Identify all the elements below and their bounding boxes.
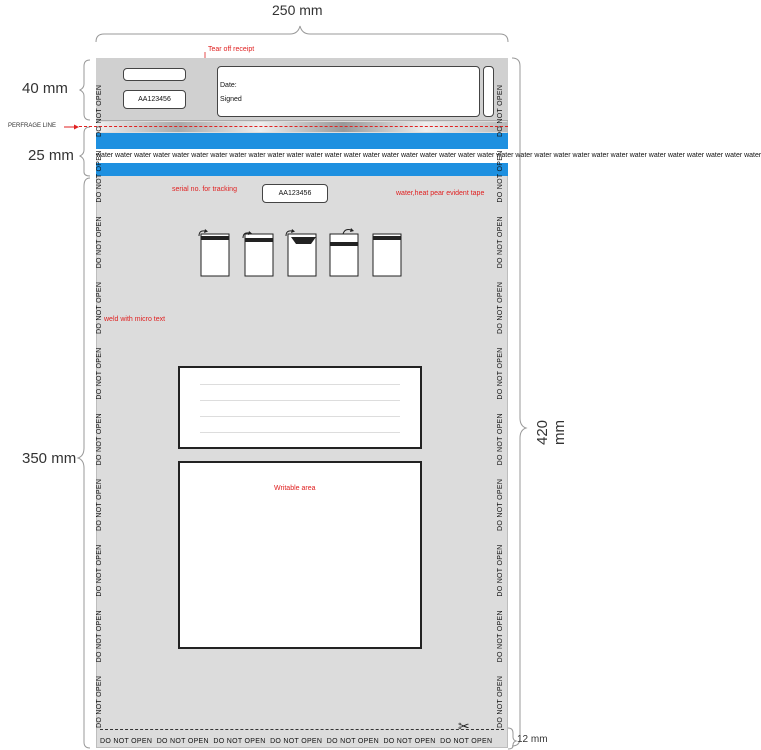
perforation-line — [79, 126, 508, 127]
weld-bottom: DO NOT OPEN DO NOT OPEN DO NOT OPEN DO NOT OPEN DO NOT OPEN DO NOT OPEN DO NOT OPEN — [100, 738, 493, 745]
perforation-strip — [96, 122, 508, 132]
address-line-4 — [200, 432, 400, 433]
serial-tag: AA123456 — [262, 184, 328, 203]
receipt-sign-box — [217, 66, 480, 117]
scissors-icon: ✂ — [458, 718, 470, 734]
open-step-1-icon — [199, 229, 229, 276]
address-line-2 — [200, 400, 400, 401]
serial-annotation: serial no. for tracking — [172, 186, 237, 193]
receipt-side-tab — [483, 66, 494, 117]
receipt-signed-label: Signed — [220, 96, 242, 103]
lined-address-box — [178, 366, 422, 449]
perforation-annotation: PERFRAGE LINE — [8, 123, 57, 129]
writable-annotation: Writable area — [274, 485, 316, 492]
dim-bottom-label: 12 mm — [517, 734, 548, 745]
weld-left: DO NOT OPEN DO NOT OPEN DO NOT OPEN DO NOT OPEN DO NOT OPEN DO NOT OPEN DO NOT OPEN DO NOT OPEN DO NOT OPEN DO NOT OPEN — [96, 84, 103, 728]
open-step-3-icon — [286, 229, 316, 276]
tear-off-annotation: Tear off receipt — [208, 46, 255, 53]
open-step-4-icon — [330, 228, 358, 276]
bottom-cut-line — [100, 729, 504, 730]
dim-width-label: 250 mm — [272, 2, 323, 18]
tape-blue-top — [96, 133, 508, 149]
receipt-serial: AA123456 — [123, 90, 186, 109]
tape-water-text: water water water water water water water water water water water water water water water water water water water water water water water water water water water water water water water water water water water — [96, 149, 508, 163]
receipt-blank-field — [123, 68, 186, 81]
dim-main-label: 350 mm — [22, 450, 77, 467]
tape-annotation: water,heat pear evident tape — [396, 190, 485, 197]
open-step-2-icon — [243, 231, 273, 276]
address-line-1 — [200, 384, 400, 385]
receipt-date-label: Date: — [220, 82, 237, 89]
tape-blue-bottom — [96, 163, 508, 176]
address-line-3 — [200, 416, 400, 417]
dim-tape-label: 25 mm — [28, 147, 74, 164]
weld-right: DO NOT OPEN DO NOT OPEN DO NOT OPEN DO NOT OPEN DO NOT OPEN DO NOT OPEN DO NOT OPEN DO NOT OPEN DO NOT OPEN DO NOT OPEN — [497, 84, 504, 728]
dim-total-label: 420 mm — [534, 419, 568, 445]
weld-annotation: weld with micro text — [104, 316, 166, 323]
opening-steps — [195, 228, 405, 280]
dim-receipt-label: 40 mm — [22, 80, 68, 97]
open-step-5-icon — [373, 234, 401, 276]
